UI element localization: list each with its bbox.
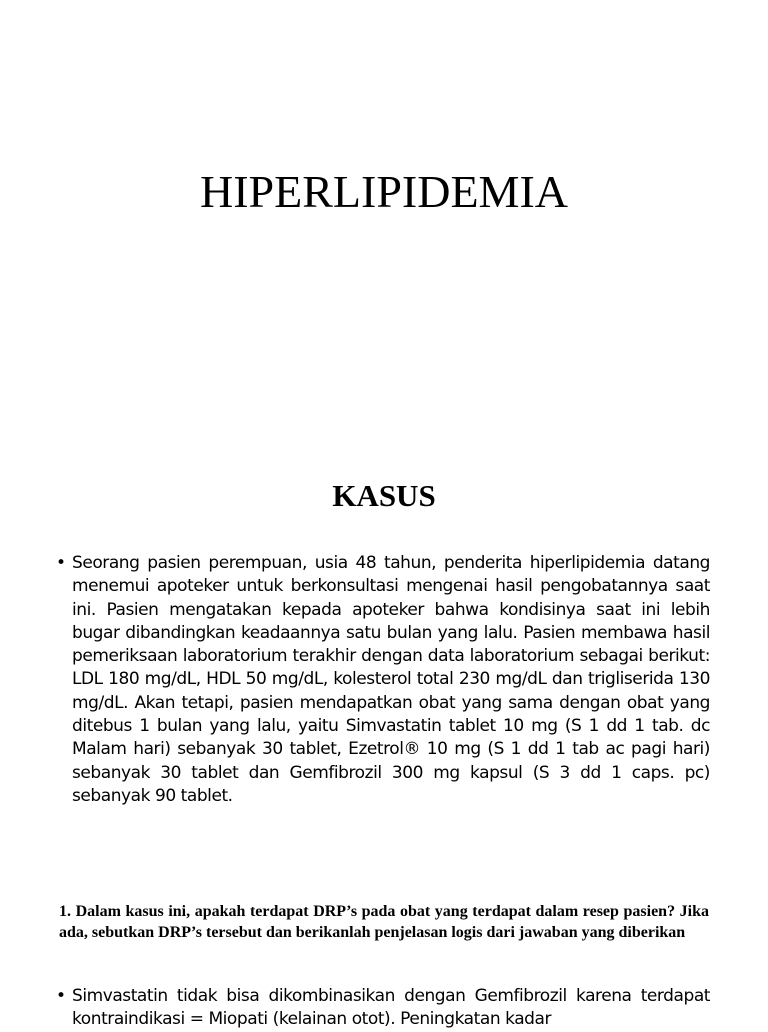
answer-1: [56, 985, 710, 1032]
case-description: [56, 552, 710, 808]
question-1: 1. Dalam kasus ini, apakah terdapat DRP’s pada obat yang terdapat dalam resep pasien? Jika ada, sebutkan DRP’s tersebut dan berikanlah penjelasan logis dari jawaban yang diberikan: [59, 903, 709, 941]
case-heading: KASUS: [332, 478, 436, 513]
answer-text: Simvastatin tidak bisa dikombinasikan dengan Gemfibrozil karena terdapat kontraindikasi = Miopati (kelainan otot). Peningkatan kadar: [72, 986, 710, 1030]
bullet-icon: •: [56, 986, 66, 1006]
case-text: Seorang pasien perempuan, usia 48 tahun, penderita hiperlipidemia datang menemui apoteker untuk berkonsultasi mengenai hasil pengobatannya saat ini. Pasien mengatakan kepada apoteker bahwa kondisinya saat ini lebih bugar dibandingkan keadaannya satu bulan yang lalu. Pasien membawa hasil pemeriksaan laboratorium terakhir dengan data laboratorium sebagai berikut: LDL 180 mg/dL, HDL 50 mg/dL, kolesterol total 230 mg/dL dan trigliserida 130 mg/dL. Akan tetapi, pasien mendapatkan obat yang sama dengan obat yang ditebus 1 bulan yang lalu, yaitu Simvastatin tablet 10 mg (S 1 dd 1 tab. dc Malam hari) sebanyak 30 tablet, Ezetrol® 10 mg (S 1 dd 1 tab ac pagi hari) sebanyak 30 tablet dan Gemfibrozil 300 mg kapsul (S 3 dd 1 caps. pc) sebanyak 90 tablet.: [72, 553, 710, 806]
bullet-icon: •: [56, 553, 66, 573]
slide-title: HIPERLIPIDEMIA: [200, 166, 568, 217]
